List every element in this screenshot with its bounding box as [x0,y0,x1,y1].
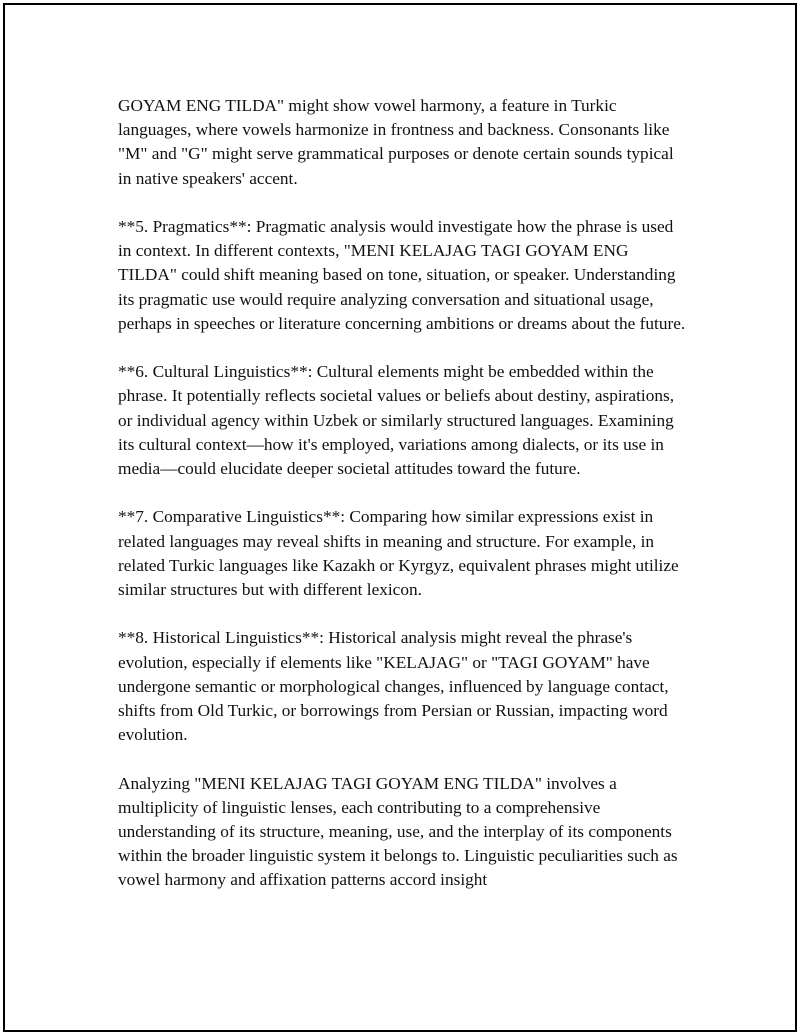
paragraph-cultural-linguistics: **6. Cultural Linguistics**: Cultural elements might be embedded within the phrase. It potentially reflects societal values or beliefs about destiny, aspirations, or individual agency within Uzbek or similarly structured languages. Examining its cultural context—how it's employed, variations among dialects, or its use in media—could elucidate deeper societal attitudes toward the future. [118,362,675,479]
paragraph-pragmatics: **5. Pragmatics**: Pragmatic analysis would investigate how the phrase is used in context. In different contexts, "MENI KELAJAG TAGI GOYAM ENG TILDA" could shift meaning based on tone, situation, or speaker. Understanding its pragmatic use would require analyzing conversation and situational usage, perhaps in speeches or literature concerning ambitions or dreams about the future. [118,217,686,333]
paragraph-phonology-continued: GOYAM ENG TILDA" might show vowel harmony, a feature in Turkic languages, where vowels harmonize in frontness and backness. Consonants like "M" and "G" might serve grammatical purposes or denote certain sounds typical in native speakers' accent. [118,96,674,188]
paragraph-conclusion: Analyzing "MENI KELAJAG TAGI GOYAM ENG TILDA" involves a multiplicity of linguistic lenses, each contributing to a comprehensive understanding of its structure, meaning, use, and the interplay of its components within the broader linguistic system it belongs to. Linguistic peculiarities such as vowel harmony and affixation patterns accord insight [118,773,678,890]
paragraph-historical-linguistics: **8. Historical Linguistics**: Historical analysis might reveal the phrase's evolution, especially if elements like "KELAJAG" or "TAGI GOYAM" have undergone semantic or morphological changes, influenced by language contact, shifts from Old Turkic, or borrowings from Persian or Russian, impacting word evolution. [118,628,669,745]
paragraph-comparative-linguistics: **7. Comparative Linguistics**: Comparing how similar expressions exist in related languages may reveal shifts in meaning and structure. For example, in related Turkic languages like Kazakh or Kyrgyz, equivalent phrases might utilize similar structures but with different lexicon. [118,507,679,600]
document-body [118,94,688,917]
